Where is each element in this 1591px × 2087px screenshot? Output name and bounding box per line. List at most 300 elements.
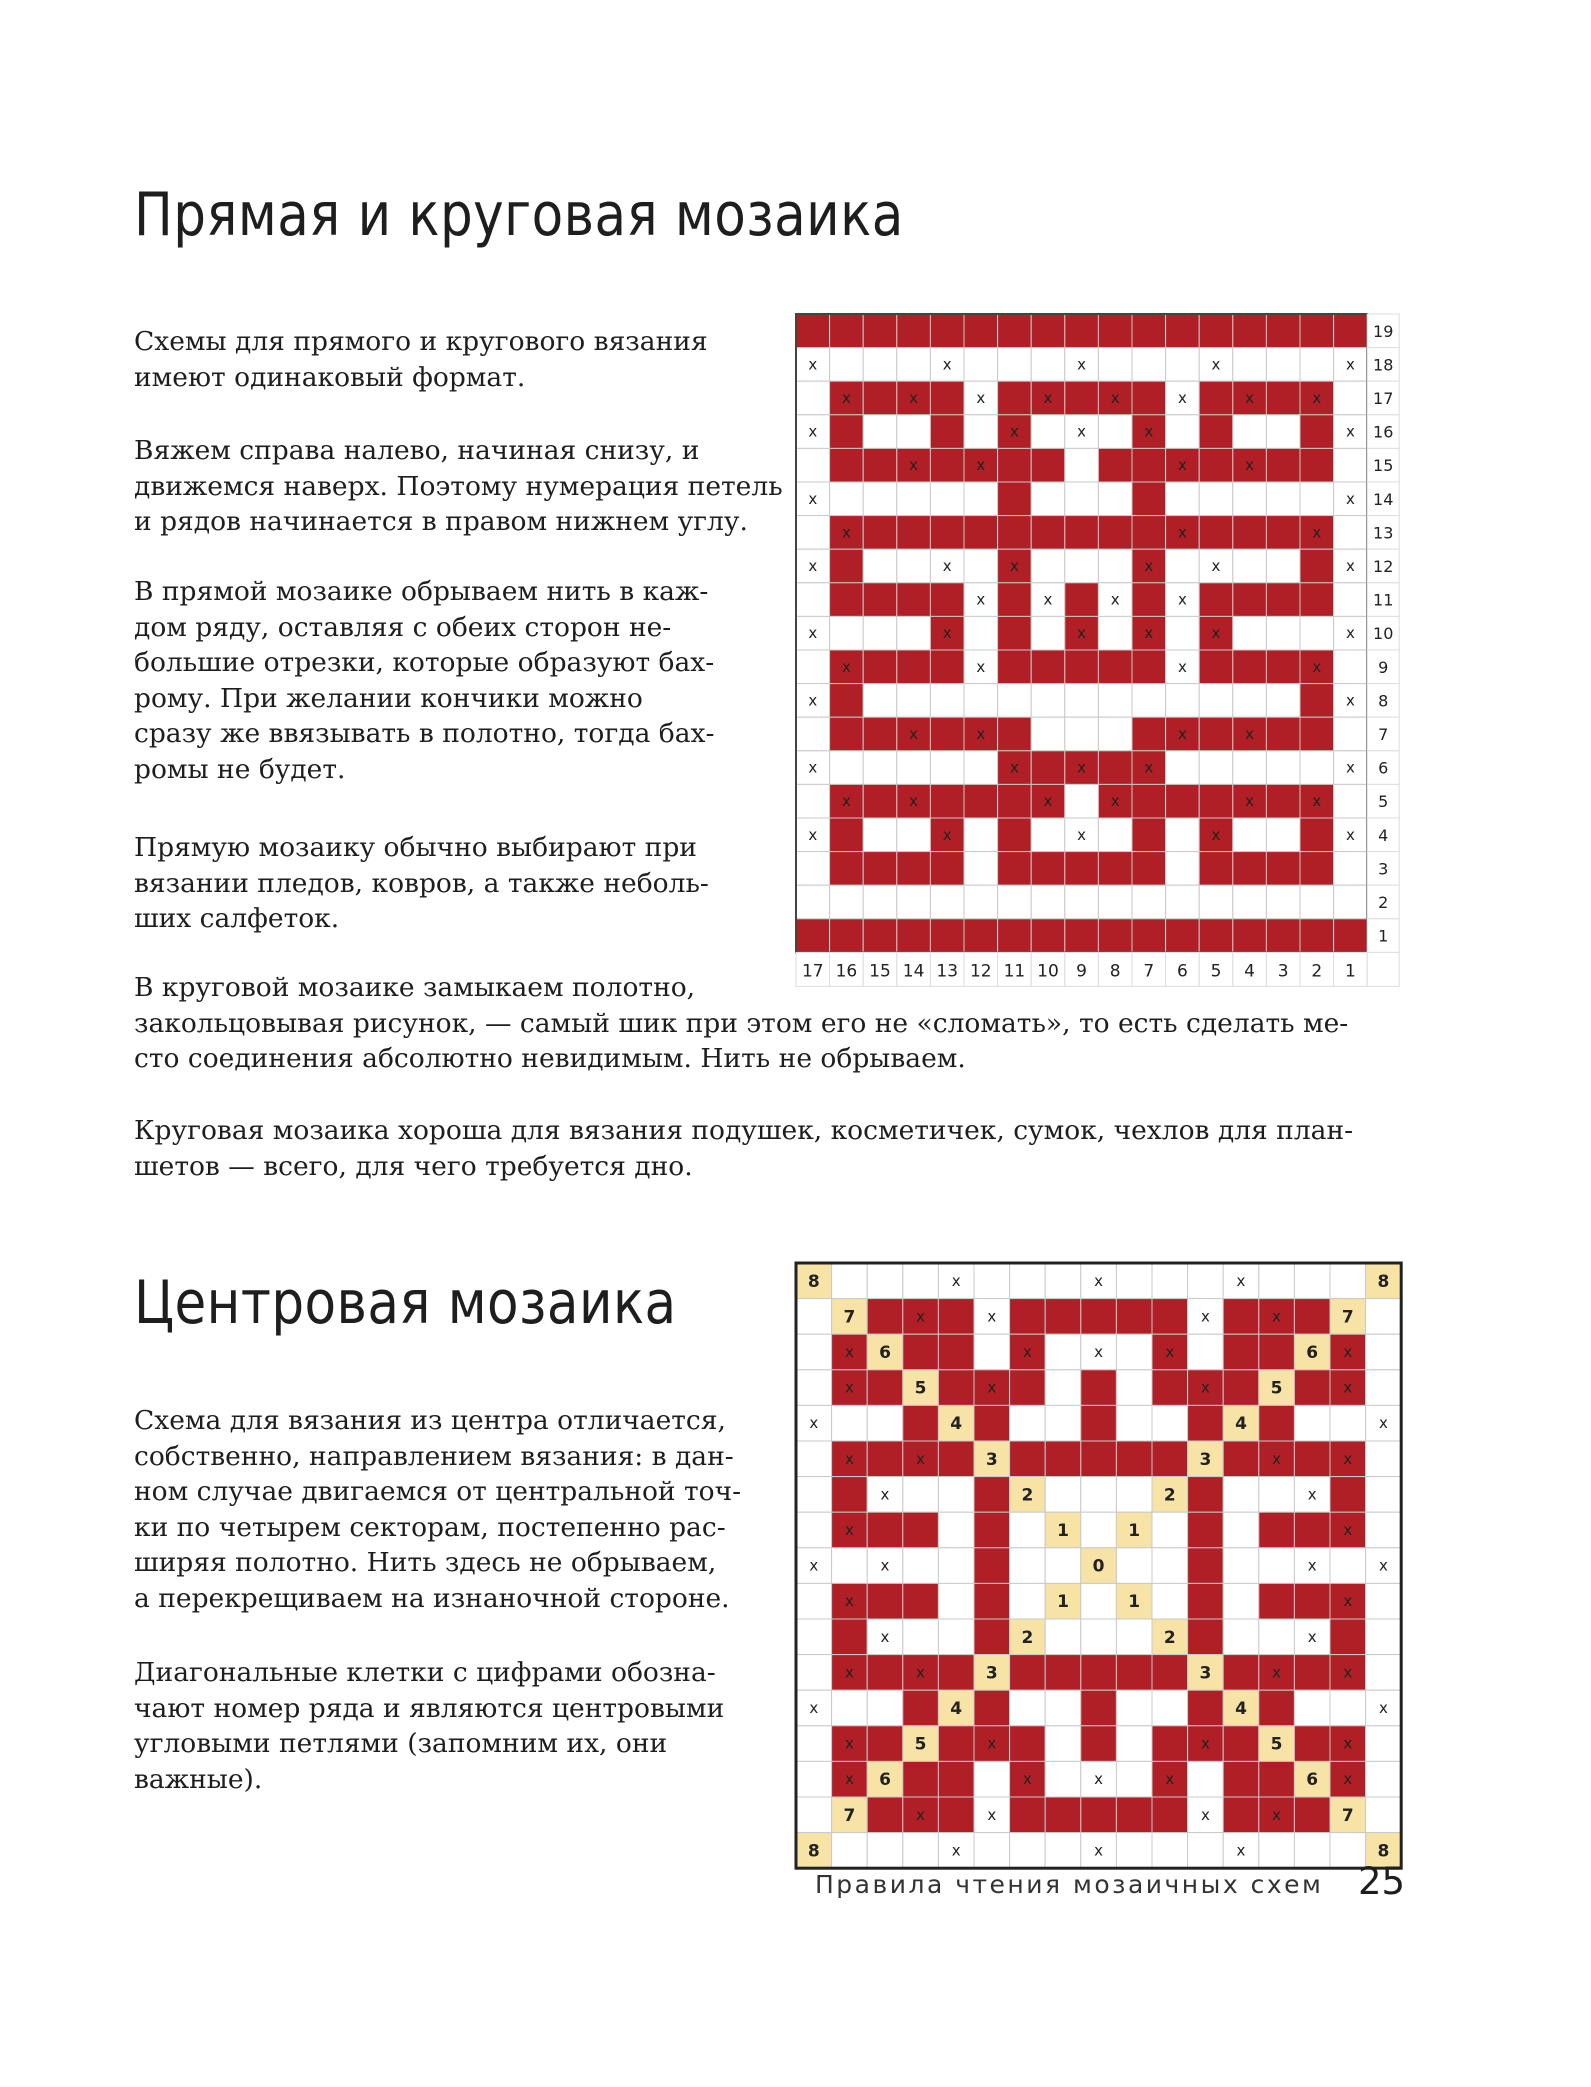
chart-cell: [1065, 314, 1099, 348]
row-label: 2: [1378, 893, 1389, 912]
stitch-mark-x: x: [1312, 389, 1322, 407]
chart-cell: [1132, 448, 1166, 482]
chart-cell: [1266, 616, 1300, 650]
paragraph: [134, 1655, 724, 1797]
row-label: 18: [1373, 355, 1394, 375]
chart-cell: [1098, 919, 1132, 953]
chart-cell: [1259, 1405, 1295, 1441]
chart-cell: [897, 482, 931, 516]
stitch-mark-x: x: [1272, 1449, 1282, 1468]
chart-cell: [1223, 1370, 1259, 1406]
chart-cell: [974, 1512, 1010, 1548]
chart-cell: [897, 684, 931, 718]
col-label: 7: [1143, 961, 1155, 982]
chart-cell: [1166, 818, 1200, 852]
chart-cell: [1010, 1797, 1046, 1833]
chart-cell: [867, 1655, 903, 1691]
chart-cell: [1223, 1512, 1259, 1548]
chart-cell: [1300, 852, 1334, 886]
chart-cell: [1152, 1441, 1188, 1477]
stitch-mark-x: x: [1272, 1307, 1282, 1326]
chart-cell: [1031, 885, 1065, 919]
chart-cell: [1010, 1299, 1046, 1335]
text-line: ромы не будет.: [134, 753, 346, 785]
chart-cell: [1031, 919, 1065, 953]
chart-cell: [1223, 1797, 1259, 1833]
chart-cell: [998, 516, 1032, 550]
chart-cell: [1081, 1583, 1117, 1619]
col-label: 17: [801, 961, 824, 982]
chart-cell: [1199, 482, 1233, 516]
row-number-mark: 2: [1021, 1627, 1034, 1648]
chart-cell: [1294, 1583, 1330, 1619]
chart-cell: [974, 1583, 1010, 1619]
stitch-mark-x: x: [1077, 422, 1087, 441]
text-line: ширяя полотно. Нить здесь не обрываем,: [134, 1547, 717, 1578]
chart-cell: [1266, 919, 1300, 953]
chart-cell: [903, 1405, 939, 1441]
stitch-mark-x: x: [1094, 1343, 1104, 1361]
chart-cell: [1081, 1405, 1117, 1441]
chart-cell: [1152, 1726, 1188, 1762]
chart-cell: [998, 784, 1032, 818]
chart-cell: [796, 1726, 832, 1762]
chart-cell: [832, 1405, 868, 1441]
chart-cell: [1334, 919, 1368, 953]
stitch-mark-x: x: [808, 355, 818, 374]
chart-cell: [1199, 583, 1233, 617]
chart-cell: [1010, 1655, 1046, 1691]
chart-cell: [1031, 616, 1065, 650]
chart-cell: [796, 717, 830, 751]
chart-cell: [1366, 1441, 1402, 1477]
chart-cell: [1233, 852, 1267, 886]
chart-cell: [1330, 1477, 1366, 1513]
chart-cell: [930, 583, 964, 617]
row-label: 19: [1373, 321, 1394, 341]
straight-mosaic-chart-svg: [795, 313, 1413, 982]
chart-cell: [938, 1370, 974, 1406]
chart-cell: [1199, 415, 1233, 449]
stitch-mark-x: x: [1043, 389, 1053, 407]
page-number: 25: [1358, 1860, 1406, 1903]
chart-cell: [863, 549, 897, 583]
chart-cell: [1065, 885, 1099, 919]
chart-cell: [1233, 516, 1267, 550]
chart-cell: [832, 1263, 868, 1299]
row-number-mark: 4: [1235, 1699, 1247, 1719]
chart-cell: [1031, 751, 1065, 785]
chart-cell: [930, 784, 964, 818]
chart-cell: [1031, 448, 1065, 482]
chart-cell: [1166, 919, 1200, 953]
chart-cell: [832, 1619, 868, 1655]
chart-cell: [1132, 348, 1166, 382]
stitch-mark-x: x: [1312, 523, 1322, 542]
row-label: 5: [1378, 792, 1389, 812]
stitch-mark-x: x: [1144, 758, 1154, 777]
stitch-mark-x: x: [909, 792, 919, 811]
chart-cell: [998, 482, 1032, 516]
chart-cell: [1045, 1263, 1081, 1299]
chart-cell: [897, 751, 931, 785]
chart-cell: [1188, 1334, 1224, 1370]
chart-cell: [863, 448, 897, 482]
chart-cell: [1259, 1583, 1295, 1619]
chart-cell: [832, 1477, 868, 1513]
stitch-mark-x: x: [1144, 624, 1154, 643]
stitch-mark-x: x: [1345, 691, 1355, 710]
chart-cell: [1098, 684, 1132, 718]
stitch-mark-x: x: [1378, 1699, 1388, 1717]
chart-cell: [1199, 314, 1233, 348]
stitch-mark-x: x: [1307, 1485, 1317, 1504]
chart-cell: [1223, 1334, 1259, 1370]
row-number-mark: 7: [843, 1307, 856, 1328]
stitch-mark-x: x: [1245, 792, 1255, 811]
chart-cell: [1081, 1690, 1117, 1726]
chart-cell: [897, 314, 931, 348]
chart-cell: [1233, 684, 1267, 718]
row-number-mark: 0: [1092, 1556, 1105, 1577]
chart-cell: [863, 717, 897, 751]
col-label: 3: [1277, 961, 1289, 982]
chart-cell: [1233, 650, 1267, 684]
stitch-mark-x: x: [987, 1805, 997, 1824]
stitch-mark-x: x: [942, 557, 952, 575]
text-line: сразу же ввязывать в полотно, тогда бах-: [134, 718, 715, 749]
stitch-mark-x: x: [1378, 1414, 1388, 1433]
row-label: 15: [1373, 456, 1394, 476]
chart-cell: [796, 1299, 832, 1335]
row-label: 9: [1378, 657, 1389, 677]
chart-cell: [1259, 1512, 1295, 1548]
chart-cell: [1188, 1761, 1224, 1797]
chart-cell: [1188, 1690, 1224, 1726]
chart-cell: [830, 818, 864, 852]
stitch-mark-x: x: [808, 557, 818, 575]
chart-cell: [1045, 1833, 1081, 1869]
chart-cell: [863, 348, 897, 382]
chart-cell: [1233, 751, 1267, 785]
chart-cell: [1116, 1370, 1152, 1406]
chart-cell: [863, 482, 897, 516]
chart-cell: [796, 1512, 832, 1548]
stitch-mark-x: x: [909, 389, 919, 407]
chart-cell: [930, 852, 964, 886]
text-line: а перекрещиваем на изнаночной стороне.: [134, 1582, 730, 1614]
chart-cell: [1366, 1583, 1402, 1619]
text-line: Схема для вязания из центра отличается,: [134, 1405, 726, 1436]
stitch-mark-x: x: [841, 657, 851, 676]
chart-cell: [1199, 751, 1233, 785]
stitch-mark-x: x: [1077, 825, 1087, 844]
chart-cell: [1366, 1726, 1402, 1762]
text-line: сто соединения абсолютно невидимым. Нить не обрываем.: [134, 1043, 966, 1074]
chart-cell: [1330, 1263, 1366, 1299]
stitch-mark-x: x: [1009, 422, 1019, 441]
row-number-mark: 4: [950, 1414, 963, 1435]
chart-cell: [1152, 1797, 1188, 1833]
chart-cell: [998, 583, 1032, 617]
chart-cell: [1266, 885, 1300, 919]
stitch-mark-x: x: [1110, 792, 1120, 811]
chart-cell: [1259, 1690, 1295, 1726]
stitch-mark-x: x: [1200, 1378, 1210, 1397]
chart-cell: [1031, 348, 1065, 382]
col-label: 1: [1344, 961, 1356, 982]
row-number-mark: 3: [1199, 1663, 1212, 1684]
text-line: угловыми петлями (запомним их, они: [134, 1728, 668, 1759]
chart-cell: [1098, 415, 1132, 449]
chart-cell: [1152, 1548, 1188, 1584]
chart-cell: [1132, 482, 1166, 516]
chart-cell: [1081, 1655, 1117, 1691]
chart-cell: [1300, 314, 1334, 348]
row-number-mark: 6: [879, 1343, 891, 1363]
row-label: 11: [1373, 590, 1394, 610]
chart-cell: [1031, 482, 1065, 516]
stitch-mark-x: x: [808, 489, 818, 508]
stitch-mark-x: x: [809, 1556, 819, 1575]
chart-cell: [1294, 1263, 1330, 1299]
stitch-mark-x: x: [1272, 1663, 1282, 1682]
chart-cell: [998, 314, 1032, 348]
chart-cell: [830, 885, 864, 919]
row-number-mark: 4: [1235, 1414, 1247, 1435]
chart-cell: [796, 314, 830, 348]
stitch-mark-x: x: [1245, 725, 1255, 743]
chart-cell: [863, 852, 897, 886]
chart-cell: [998, 381, 1032, 415]
chart-cell: [964, 482, 998, 516]
stitch-mark-x: x: [808, 691, 818, 710]
section-title-straight-circular: Прямая и круговая мозаика: [134, 180, 904, 250]
chart-cell: [1116, 1441, 1152, 1477]
chart-cell: [964, 885, 998, 919]
chart-cell: [796, 1655, 832, 1691]
stitch-mark-x: x: [1345, 624, 1355, 643]
stitch-mark-x: x: [1236, 1271, 1246, 1290]
stitch-mark-x: x: [1343, 1521, 1353, 1539]
chart-cell: [1199, 381, 1233, 415]
chart-cell: [998, 348, 1032, 382]
chart-cell: [796, 1583, 832, 1619]
chart-cell: [1081, 1797, 1117, 1833]
chart-cell: [1065, 784, 1099, 818]
chart-cell: [1031, 549, 1065, 583]
chart-cell: [796, 1797, 832, 1833]
chart-cell: [1300, 684, 1334, 718]
row-number-mark: 8: [1377, 1271, 1390, 1292]
chart-cell: [1330, 1619, 1366, 1655]
col-label: 15: [869, 961, 891, 982]
col-label: 9: [1076, 961, 1088, 982]
chart-cell: [964, 616, 998, 650]
stitch-mark-x: x: [1312, 657, 1322, 676]
chart-cell: [1166, 885, 1200, 919]
stitch-mark-x: x: [841, 389, 851, 407]
chart-cell: [867, 1405, 903, 1441]
chart-cell: [1366, 1370, 1402, 1406]
chart-cell: [1132, 650, 1166, 684]
col-label: 11: [1003, 961, 1026, 982]
chart-cell: [1166, 684, 1200, 718]
chart-cell: [1334, 650, 1368, 684]
chart-cell: [1132, 684, 1166, 718]
chart-cell: [796, 1441, 832, 1477]
stitch-mark-x: x: [844, 1521, 854, 1539]
chart-cell: [938, 1726, 974, 1762]
stitch-mark-x: x: [1144, 557, 1154, 575]
chart-cell: [1098, 348, 1132, 382]
chart-cell: [1045, 1441, 1081, 1477]
chart-cell: [930, 919, 964, 953]
chart-cell: [1166, 482, 1200, 516]
chart-cell: [1031, 852, 1065, 886]
stitch-mark-x: x: [1077, 758, 1087, 777]
chart-cell: [1334, 717, 1368, 751]
chart-cell: [930, 885, 964, 919]
stitch-mark-x: x: [976, 657, 986, 676]
chart-cell: [1098, 314, 1132, 348]
chart-cell: [1266, 381, 1300, 415]
row-label: 14: [1373, 489, 1394, 509]
chart-cell: [863, 919, 897, 953]
chart-cell: [830, 852, 864, 886]
chart-cell: [1233, 482, 1267, 516]
chart-cell: [1045, 1619, 1081, 1655]
stitch-mark-x: x: [1211, 825, 1221, 844]
chart-cell: [867, 1583, 903, 1619]
chart-cell: [1081, 1477, 1117, 1513]
chart-cell: [832, 1548, 868, 1584]
chart-cell: [903, 1334, 939, 1370]
stitch-mark-x: x: [1177, 456, 1187, 475]
chart-cell: [1199, 448, 1233, 482]
col-label: 5: [1210, 961, 1222, 982]
chart-cell: [1132, 784, 1166, 818]
chart-cell: [1098, 516, 1132, 550]
chart-cell: [1116, 1263, 1152, 1299]
chart-cell: [938, 1761, 974, 1797]
chart-cell: [863, 314, 897, 348]
chart-cell: [903, 1833, 939, 1869]
chart-cell: [867, 1299, 903, 1335]
text-line: чают номер ряда и являются центровыми: [134, 1692, 725, 1724]
chart-cell: [1098, 482, 1132, 516]
chart-cell: [1116, 1299, 1152, 1335]
chart-cell: [998, 919, 1032, 953]
stitch-mark-x: x: [1307, 1627, 1317, 1646]
chart-cell: [938, 1299, 974, 1335]
chart-cell: [998, 717, 1032, 751]
stitch-mark-x: x: [1094, 1841, 1104, 1860]
stitch-mark-x: x: [880, 1556, 890, 1575]
row-number-mark: 5: [914, 1378, 927, 1399]
chart-cell: [867, 1441, 903, 1477]
chart-cell: [796, 852, 830, 886]
chart-cell: [867, 1690, 903, 1726]
col-label: 10: [1037, 961, 1059, 982]
chart-cell: [796, 784, 830, 818]
text-line: и рядов начинается в правом нижнем углу.: [134, 506, 748, 537]
stitch-mark-x: x: [1009, 758, 1019, 777]
chart-cell: [1010, 1405, 1046, 1441]
row-number-mark: 3: [985, 1663, 998, 1684]
chart-cell: [1266, 751, 1300, 785]
chart-cell: [903, 1583, 939, 1619]
chart-cell: [1166, 852, 1200, 886]
chart-cell: [930, 415, 964, 449]
chart-cell: [1116, 1405, 1152, 1441]
chart-cell: [1132, 583, 1166, 617]
chart-cell: [867, 1512, 903, 1548]
stitch-mark-x: x: [951, 1841, 961, 1860]
row-number-mark: 5: [1270, 1378, 1283, 1399]
chart-cell: [1300, 919, 1334, 953]
chart-cell: [1116, 1655, 1152, 1691]
chart-cell: [930, 751, 964, 785]
chart-cell: [974, 1548, 1010, 1584]
chart-cell: [1294, 1370, 1330, 1406]
chart-cell: [1300, 482, 1334, 516]
stitch-mark-x: x: [1022, 1770, 1032, 1789]
row-number-mark: 5: [1270, 1734, 1283, 1755]
chart-cell: [1366, 1619, 1402, 1655]
chart-cell: [1166, 751, 1200, 785]
stitch-mark-x: x: [1110, 389, 1120, 407]
chart-cell: [1152, 1299, 1188, 1335]
chart-cell: [830, 415, 864, 449]
chart-cell: [897, 583, 931, 617]
chart-cell: [1199, 919, 1233, 953]
chart-cell: [863, 415, 897, 449]
chart-cell: [1334, 448, 1368, 482]
chart-cell: [1031, 516, 1065, 550]
chart-cell: [1233, 616, 1267, 650]
chart-cell: [998, 885, 1032, 919]
chart-cell: [998, 650, 1032, 684]
row-number-mark: 1: [1128, 1592, 1141, 1613]
chart-cell: [1266, 717, 1300, 751]
chart-cell: [1259, 1548, 1295, 1584]
chart-cell: [1266, 348, 1300, 382]
chart-cell: [903, 1512, 939, 1548]
chart-cell: [1116, 1548, 1152, 1584]
chart-cell: [1294, 1299, 1330, 1335]
chart-cell: [1132, 852, 1166, 886]
chart-cell: [1031, 818, 1065, 852]
chart-cell: [1294, 1726, 1330, 1762]
chart-cell: [867, 1370, 903, 1406]
chart-cell: [1065, 852, 1099, 886]
chart-cell: [1330, 1690, 1366, 1726]
chart-cell: [1266, 852, 1300, 886]
chart-cell: [796, 448, 830, 482]
text-line: шетов — всего, для чего требуется дно.: [134, 1150, 693, 1182]
chart-cell: [903, 1548, 939, 1584]
chart-cell: [863, 381, 897, 415]
chart-cell: [867, 1263, 903, 1299]
stitch-mark-x: x: [808, 624, 818, 643]
running-footer: Правила чтения мозаичных схем: [815, 1870, 1324, 1899]
chart-cell: [1188, 1477, 1224, 1513]
col-label: 8: [1109, 961, 1121, 982]
text-line: Круговая мозаика хороша для вязания подушек, косметичек, сумок, чехлов для план-: [134, 1115, 1354, 1146]
stitch-mark-x: x: [951, 1271, 961, 1290]
text-line: ших салфеток.: [134, 903, 340, 934]
